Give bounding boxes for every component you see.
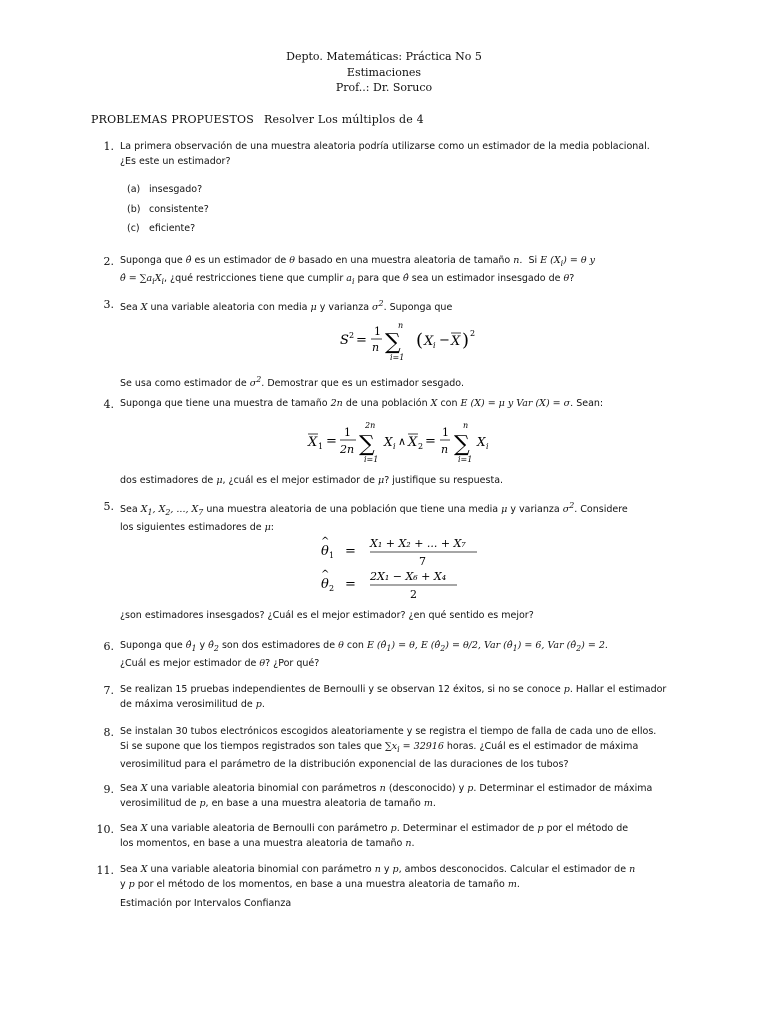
text-fragment: ¿qué restricciones tiene que cumplir: [170, 272, 344, 284]
text-fragment: una variable aleatoria binomial con parámetro: [150, 864, 372, 875]
problem-10-line-2: [120, 836, 680, 851]
svg-text:1: 1: [329, 551, 335, 560]
math-p: p: [563, 684, 570, 695]
svg-text:X: X: [477, 435, 486, 449]
svg-text:∑: ∑: [385, 330, 401, 355]
text-fragment: basado en una muestra aleatoria de tamaño: [298, 255, 511, 266]
subitem-label: (a): [127, 184, 141, 195]
text-fragment: Se realizan 15 pruebas independientes de Bernoulli y se observan 12 éxitos, si no se conoce: [120, 684, 561, 695]
text-fragment: ? justifique su respuesta.: [384, 475, 504, 486]
svg-text:2: 2: [410, 588, 417, 601]
math-theta: θ: [338, 640, 344, 651]
text-fragment: y varianza: [319, 302, 370, 314]
math-sigma: σ: [372, 302, 379, 314]
problem-11-text: [120, 862, 680, 911]
text-fragment: . Suponga que: [383, 302, 453, 314]
problem-number: 11.: [96, 864, 114, 877]
subitem-label: (b): [127, 204, 141, 215]
text-fragment: (desconocido) y: [388, 783, 465, 794]
text-fragment: una muestra aleatoria de una población que tiene una media: [206, 504, 499, 516]
math-mu: μ: [378, 475, 385, 486]
math-sigma-squared: [249, 375, 262, 390]
text-fragment: . Determinar el estimador de máxima: [473, 783, 653, 794]
math-p: p: [128, 879, 135, 890]
svg-text:(: (: [416, 330, 424, 351]
problem-8-line-3: verosimilitud para el parámetro de la distribución exponencial de las duraciones de los tubos?: [120, 758, 569, 770]
text-fragment: . Determinar el estimador de: [396, 823, 535, 834]
svg-text:X: X: [384, 435, 393, 449]
math-sample-seq: $X_1$, $X_2$, ..., $X_7$: [140, 504, 204, 518]
svg-text:2: 2: [418, 442, 424, 451]
math-mu: μ: [501, 504, 508, 516]
svg-text:S: S: [340, 333, 349, 348]
svg-text:2: 2: [329, 584, 335, 593]
math-mu: μ: [310, 302, 317, 314]
math-p: p: [199, 798, 206, 809]
problem-11-line-2: [120, 877, 680, 892]
problem-10-text: [120, 821, 680, 851]
problem-number: 7.: [103, 684, 114, 697]
svg-text:θ: θ: [321, 544, 329, 559]
svg-text:∑: ∑: [454, 432, 470, 457]
text-fragment: y: [199, 640, 206, 651]
math-n: n: [374, 864, 381, 875]
problem-2-text: [120, 253, 680, 289]
svg-text:2: 2: [470, 329, 476, 338]
text-fragment: Sean:: [576, 398, 604, 409]
math-sigma: σ: [249, 378, 257, 390]
text-fragment: Sea: [120, 823, 138, 834]
section-title: PROBLEMAS PROPUESTOS: [91, 113, 254, 126]
text-fragment: los siguientes estimadores de: [120, 522, 262, 534]
svg-text:^: ^: [321, 536, 330, 547]
text-fragment: dos estimadores de: [120, 475, 214, 486]
svg-text:i=1: i=1: [364, 455, 379, 464]
problem-7-line-2: [120, 697, 680, 712]
text-fragment: Sea: [120, 783, 138, 794]
problem-6-line-1: [120, 638, 690, 656]
svg-text:1: 1: [344, 426, 351, 439]
math-sigma-squared: [562, 501, 575, 516]
section-heading: [91, 113, 424, 126]
subitem-text: consistente?: [149, 204, 209, 215]
problem-7-line-1: [120, 682, 680, 697]
svg-text:2X₁ − X₆ + X₄: 2X₁ − X₆ + X₄: [370, 570, 447, 583]
problem-number: 6.: [103, 640, 114, 653]
text-fragment: una variable aleatoria con media: [150, 302, 308, 314]
text-fragment: .: [261, 699, 265, 710]
formula-sample-variance: [330, 318, 490, 362]
subitem-text: insesgado?: [149, 184, 203, 195]
text-fragment: ? ¿Por qué?: [265, 657, 320, 669]
math-a: a: [346, 272, 352, 284]
math-p: p: [537, 823, 544, 834]
math-sub-i: i: [351, 276, 355, 286]
text-fragment: horas. ¿Cuál es el estimador de máxima: [446, 741, 639, 752]
math-colon: :: [270, 522, 274, 534]
problem-6-text: [120, 638, 690, 671]
text-fragment: Suponga que tiene una muestra de tamaño: [120, 398, 328, 409]
svg-text:X: X: [424, 334, 434, 349]
svg-text:i=1: i=1: [390, 353, 405, 362]
math-n: n.: [513, 255, 523, 266]
text-fragment: una variable aleatoria de Bernoulli con parámetro: [150, 823, 388, 834]
problem-number: 8.: [103, 726, 114, 739]
subitem-c: [127, 223, 195, 234]
math-theta1-hat: $\thetâ_1$: [185, 640, 197, 653]
math-sup-2: 2: [256, 375, 262, 384]
text-fragment: los momentos, en base a una muestra aleatoria de tamaño: [120, 838, 403, 849]
problem-10-line-1: [120, 821, 680, 836]
problem-5-text: [120, 498, 680, 535]
problem-2-line-1: [120, 253, 680, 271]
svg-text:i: i: [486, 442, 489, 451]
text-fragment: Suponga que: [120, 640, 183, 651]
math-mu: μ: [216, 475, 223, 486]
header-topic: Estimaciones: [346, 66, 422, 79]
math-sub-i: i: [560, 258, 564, 268]
svg-text:=: =: [345, 544, 356, 559]
math-theta-hat: θ̂: [403, 272, 409, 284]
problem-8-line-1: Se instalan 30 tubos electrónicos escogidos aleatoriamente y se registra el tiempo de falla de cada uno de ellos.: [120, 726, 657, 737]
problem-2-line-2: θ̂ = $\sum a_iX_i$, ¿qué restricciones tiene que cumplir $a_i$ para que θ̂ sea un estimador insesgado de θ?: [120, 272, 575, 286]
text-fragment: es un estimador de: [194, 255, 287, 266]
math-sup-2: 2: [378, 299, 384, 308]
problem-number: 10.: [96, 823, 114, 836]
text-fragment: . Demostrar que es un estimador sesgado.: [261, 378, 464, 390]
text-fragment: . Hallar el estimador: [569, 684, 667, 695]
math-X: X: [140, 864, 148, 875]
math-sub-i: i: [397, 744, 400, 754]
math-a-i: [346, 273, 354, 284]
text-fragment: son dos estimadores de: [221, 640, 336, 651]
math-question: ?: [569, 272, 575, 284]
text-fragment: por el método de los momentos, en base a una muestra aleatoria de tamaño: [137, 879, 505, 890]
formula-theta-estimators: [315, 533, 495, 605]
problem-number: 3.: [103, 298, 114, 311]
svg-text:n: n: [398, 321, 404, 330]
subitem-a: [127, 184, 202, 195]
math-sum: ∑x: [384, 741, 398, 752]
svg-text:^: ^: [321, 569, 330, 580]
problem-6-line-2: [120, 656, 690, 671]
svg-text:i: i: [393, 442, 396, 451]
text-fragment: ¿Cuál es mejor estimador de: [120, 657, 257, 669]
math-X: X: [154, 272, 162, 284]
problem-4-after: [120, 473, 680, 488]
math-expectation: [540, 255, 595, 266]
svg-text:X: X: [451, 334, 461, 349]
problem-number: 5.: [103, 500, 114, 513]
math-X: X: [140, 302, 148, 314]
math-theta-hat-eq: θ̂ = ∑a: [120, 272, 153, 284]
text-fragment: con: [346, 640, 364, 651]
math-X: X: [430, 398, 438, 409]
math-n: n: [629, 864, 636, 875]
text-fragment: verosimilitud de: [120, 798, 197, 809]
math-sum-x: [385, 741, 444, 752]
problem-11-line-1: [120, 862, 680, 877]
svg-text:X: X: [408, 435, 418, 450]
math-sigma: σ: [562, 504, 570, 516]
text-fragment: para que: [357, 272, 400, 284]
math-n: n: [379, 783, 386, 794]
math-p: p: [255, 699, 262, 710]
svg-text:∑: ∑: [359, 432, 375, 457]
problem-9-line-2: [120, 796, 680, 811]
subitem-label: (c): [127, 223, 140, 234]
math-2n: 2n: [330, 398, 343, 409]
svg-text:=: =: [326, 434, 337, 449]
text-fragment: Se usa como estimador de: [120, 378, 247, 390]
svg-text:X: X: [308, 435, 318, 450]
text-fragment: con: [440, 398, 458, 409]
svg-text:θ: θ: [321, 577, 329, 592]
svg-text:=: =: [356, 333, 367, 348]
problem-4-text: [120, 396, 680, 411]
svg-text:2: 2: [349, 331, 355, 340]
math-m: m: [423, 798, 433, 809]
math-p: p: [390, 823, 397, 834]
text-fragment: por el método de: [546, 823, 629, 834]
problem-3-after: [120, 372, 680, 391]
math-conditions: E $(\thetâ_1) = \theta$, E $(\thetâ_2) = \theta/2$, Var $(\thetâ_1) = 6$, Var $(\thetâ_2) = 2$.: [366, 640, 608, 653]
math-theta2-hat: $\thetâ_2$: [208, 640, 219, 653]
svg-text:=: =: [425, 434, 436, 449]
math-eq-theta: ) = θ y: [563, 255, 595, 266]
problem-5-after: ¿son estimadores insesgados? ¿Cuál es el mejor estimador? ¿en qué sentido es mejor?: [120, 610, 534, 621]
math-theta-hat: θ̂: [208, 640, 214, 651]
header-department: Depto. Matemáticas: Práctica No 5: [286, 50, 482, 63]
problem-5-line-1: [120, 498, 680, 520]
svg-text:7: 7: [419, 555, 426, 568]
math-m: m: [507, 879, 517, 890]
text-fragment: Suponga que: [120, 255, 183, 266]
subitem-text: eficiente?: [149, 223, 196, 234]
svg-text:i: i: [433, 341, 436, 350]
svg-text:∧: ∧: [398, 435, 407, 448]
text-fragment: .: [411, 838, 415, 849]
svg-text:X₁ + X₂ + ... + X₇: X₁ + X₂ + ... + X₇: [370, 537, 466, 550]
math-theta-hat: θ̂: [185, 640, 192, 651]
problem-number: 4.: [103, 398, 114, 411]
math-theta-hat: θ̂: [185, 255, 192, 266]
math-p: p: [467, 783, 474, 794]
text-fragment: , ambos desconocidos. Calcular el estimador de: [398, 864, 627, 875]
text-fragment: y: [383, 864, 390, 875]
problem-7-text: [120, 682, 680, 712]
math-sub-i: i: [152, 276, 155, 286]
problem-number: 1.: [103, 140, 114, 153]
formula-two-estimators: [300, 418, 500, 466]
section-interval-estimation: Estimación por Intervalos Confianza: [120, 898, 292, 909]
problem-number: 2.: [103, 255, 114, 268]
svg-text:n: n: [463, 421, 469, 430]
text-fragment: de una población: [345, 398, 428, 409]
problem-1-line-1: La primera observación de una muestra aleatoria podría utilizarse como un estimador de la media poblacional.: [120, 141, 650, 152]
math-mu: μ: [264, 522, 271, 534]
problem-number: 9.: [103, 783, 114, 796]
math-E-Xi: E (X: [540, 255, 561, 266]
svg-text:2n: 2n: [340, 443, 355, 456]
text-fragment: .: [516, 879, 520, 890]
problem-9-line-1: [120, 781, 680, 796]
svg-text:2n: 2n: [365, 421, 376, 430]
text-fragment: Si: [528, 255, 538, 266]
svg-text:n: n: [441, 443, 449, 456]
text-fragment: una variable aleatoria binomial con parámetros: [150, 783, 377, 794]
math-sub-i: i: [161, 276, 164, 286]
svg-text:n: n: [372, 341, 380, 354]
text-fragment: . Considere: [574, 504, 628, 516]
math-X: X: [140, 783, 148, 794]
svg-text:1: 1: [442, 426, 449, 439]
section-subtitle: Resolver Los múltiplos de 4: [264, 113, 424, 126]
math-moments: E (X) = μ y Var (X) = σ.: [460, 398, 574, 409]
math-theta: θ: [259, 657, 266, 669]
text-fragment: y: [120, 879, 126, 890]
math-theta: θ: [289, 255, 296, 266]
problem-8-line-2: [120, 739, 680, 757]
text-fragment: , ¿cuál es el mejor estimador de: [222, 475, 375, 486]
problem-1-text: [120, 139, 680, 169]
text-fragment: , en base a una muestra aleatoria de tamaño: [205, 798, 421, 809]
math-n: n: [405, 838, 412, 849]
text-fragment: de máxima verosimilitud de: [120, 699, 253, 710]
svg-text:1: 1: [374, 325, 381, 338]
subitem-b: [127, 204, 209, 215]
svg-text:−: −: [439, 333, 450, 348]
svg-text:i=1: i=1: [458, 455, 473, 464]
problem-1-line-2: ¿Es este un estimador?: [120, 156, 231, 167]
text-fragment: .: [432, 798, 436, 809]
svg-text:): ): [462, 330, 470, 351]
text-fragment: sea un estimador insesgado de: [411, 272, 561, 284]
header-professor: Prof..: Dr. Soruco: [335, 81, 433, 94]
math-estimator-def: [120, 273, 164, 284]
math-X: X: [140, 823, 148, 834]
text-fragment: Sea: [120, 302, 138, 314]
problem-3-text: [120, 296, 680, 315]
math-sigma-squared: [372, 299, 384, 314]
math-p: p: [392, 864, 399, 875]
text-fragment: y varianza: [510, 504, 560, 516]
svg-text:=: =: [345, 577, 356, 592]
text-fragment: Sea: [120, 504, 138, 516]
svg-text:1: 1: [318, 442, 324, 451]
math-sup-2: 2: [569, 501, 575, 510]
math-theta: θ: [563, 272, 570, 284]
problem-8-text: [120, 724, 680, 772]
math-sum-value: = 32916: [402, 741, 444, 752]
text-fragment: Si se supone que los tiempos registrados son tales que: [120, 741, 382, 752]
text-fragment: Sea: [120, 864, 138, 875]
problem-9-text: [120, 781, 680, 811]
